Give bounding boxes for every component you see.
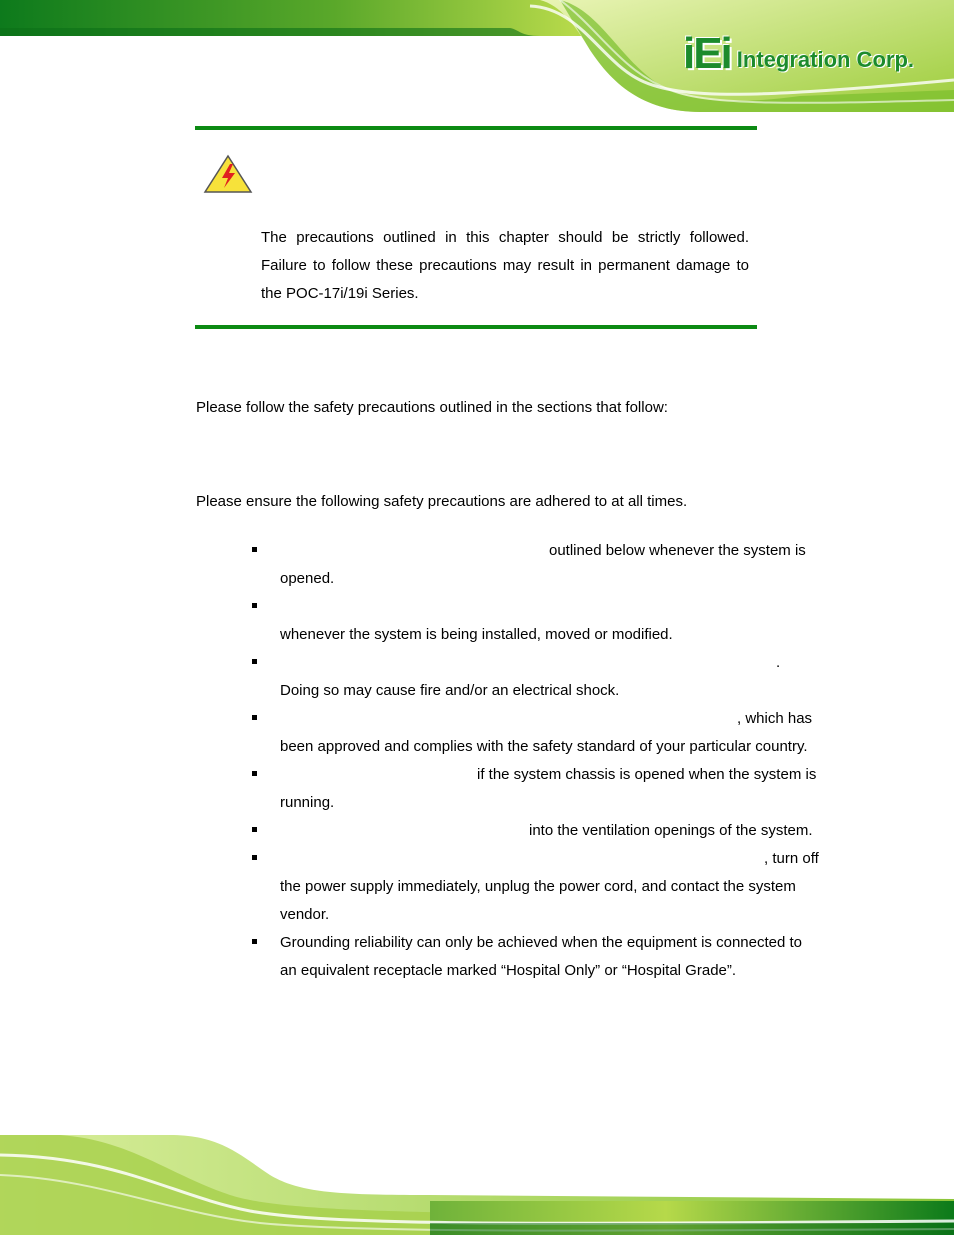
- logo-mark: iEi: [682, 29, 731, 78]
- list-item-text: . Doing so may cause fire and/or an electrical shock.: [280, 654, 781, 699]
- list-item: [252, 705, 822, 761]
- safety-list: [252, 537, 822, 985]
- list-item-text: if the system chassis is opened when the system is running.: [280, 766, 817, 811]
- list-item: [252, 817, 822, 845]
- bullet-icon: [252, 715, 257, 720]
- list-item: [252, 845, 822, 929]
- list-item: [252, 761, 822, 817]
- footer-green-swoosh: [0, 1135, 954, 1235]
- list-item: [252, 537, 822, 593]
- bullet-icon: [252, 827, 257, 832]
- warning-top-rule: [195, 126, 757, 130]
- list-item-text: into the ventilation openings of the system.: [529, 822, 813, 839]
- list-item-text: outlined below whenever the system is opened.: [280, 542, 806, 587]
- warning-text: The precautions outlined in this chapter should be strictly followed. Failure to follow these precautions may result in permanent damage to the POC-17i/19i Series.: [261, 229, 749, 302]
- warning-triangle-icon: [203, 154, 253, 194]
- company-logo: [682, 29, 914, 78]
- bullet-icon: [252, 603, 257, 608]
- list-item: [252, 593, 822, 649]
- bullet-icon: [252, 771, 257, 776]
- list-item-text: , which has been approved and complies with the safety standard of your particular country.: [280, 710, 813, 755]
- bullet-icon: [252, 547, 257, 552]
- list-item-text: , turn off the power supply immediately, unplug the power cord, and contact the system vendor.: [280, 850, 819, 923]
- list-item: [252, 929, 822, 985]
- footer-banner: [0, 1135, 954, 1235]
- header-banner: [0, 0, 954, 112]
- warning-bottom-rule: [195, 325, 757, 329]
- bullet-icon: [252, 855, 257, 860]
- list-item: [252, 649, 822, 705]
- list-item-text: whenever the system is being installed, moved or modified.: [280, 626, 673, 643]
- bullet-icon: [252, 939, 257, 944]
- logo-text: Integration Corp.: [736, 47, 914, 72]
- safety-paragraph: Please ensure the following safety precautions are adhered to at all times.: [196, 493, 688, 510]
- intro-paragraph: Please follow the safety precautions outlined in the sections that follow:: [196, 399, 668, 416]
- list-item-text: Grounding reliability can only be achieved when the equipment is connected to an equivalent receptacle marked “Hospital Only” or “Hospital Grade”.: [280, 934, 802, 979]
- bullet-icon: [252, 659, 257, 664]
